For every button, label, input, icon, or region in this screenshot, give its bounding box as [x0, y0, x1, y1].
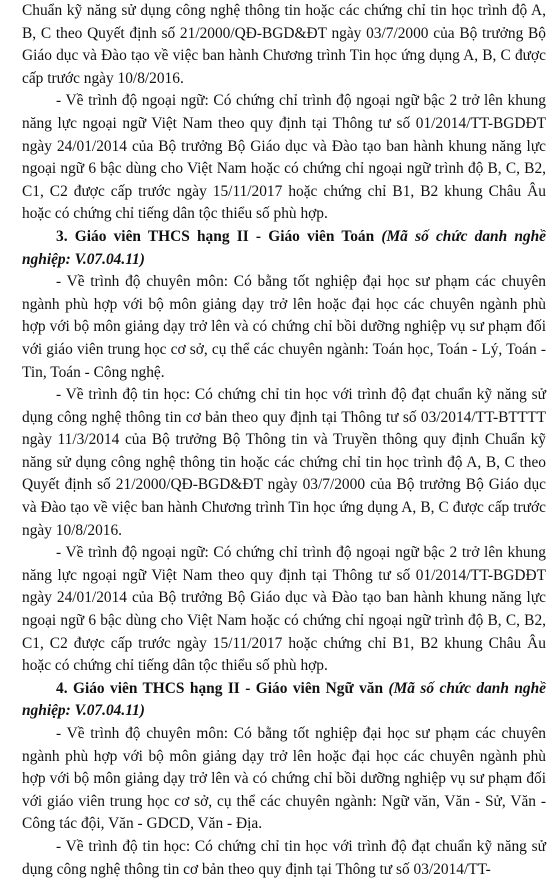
section-heading-code: (Mã số chức danh nghề nghiệp: V.07.04.11)	[22, 679, 546, 720]
paragraph-foreign-language: - Về trình độ ngoại ngữ: Có chứng chỉ trình độ ngoại ngữ bậc 2 trở lên khung năng lực ngoại ngữ Việt Nam theo quy định tại Thông tư số 01/2014/TT-BGDĐT ngày 24/01/2014 của Bộ trưởng Bộ Giáo dục và Đào tạo ban hành khung năng lực ngoại ngữ 6 bậc dùng cho Việt Nam hoặc có chứng chỉ ngoại ngữ trình độ B, C, B2, C1, C2 được cấp trước ngày 15/11/2017 hoặc chứng chỉ B1, B2 khung Châu Âu hoặc có chứng chỉ tiếng dân tộc thiểu số phù hợp.	[22, 92, 546, 223]
paragraph-informatics: - Về trình độ tin học: Có chứng chỉ tin học với trình độ đạt chuẩn kỹ năng sử dụng công nghệ thông tin cơ bản theo quy định tại Thông tư số 03/2014/TT-BTTTT ngày 11/3/2014 của Bộ trưởng Bộ Thông tin và Truyền thông quy định Chuẩn kỹ năng sử dụng công nghệ thông tin hoặc các chứng chỉ tin học trình độ A, B, C theo Quyết định số 21/2000/QĐ-BGD&ĐT ngày 03/7/2000 của Bộ trưởng Bộ Giáo dục và Đào tạo về việc ban hành Chương trình Tin học ứng dụng A, B, C được cấp trước ngày 10/8/2016.	[22, 386, 546, 539]
section-heading-literature-teacher	[22, 678, 546, 723]
document-page	[22, 0, 546, 881]
paragraph-foreign-language: - Về trình độ ngoại ngữ: Có chứng chỉ trình độ ngoại ngữ bậc 2 trở lên khung năng lực ngoại ngữ Việt Nam theo quy định tại Thông tư số 01/2014/TT-BGDĐT ngày 24/01/2014 của Bộ trưởng Bộ Giáo dục và Đào tạo ban hành khung năng lực ngoại ngữ 6 bậc dùng cho Việt Nam hoặc có chứng chỉ ngoại ngữ trình độ B, C, B2, C1, C2 được cấp trước ngày 15/11/2017 hoặc chứng chỉ B1, B2 khung Châu Âu hoặc có chứng chỉ tiếng dân tộc thiểu số phù hợp.	[22, 544, 546, 675]
paragraph-professional-qualification: - Về trình độ chuyên môn: Có bằng tốt nghiệp đại học sư phạm các chuyên ngành phù hợp với bộ môn giảng dạy trở lên hoặc đại học các chuyên ngành phù hợp với bộ môn giảng dạy trở lên và có chứng chỉ bồi dưỡng nghiệp vụ sư phạm đối với giáo viên trung học cơ sở, cụ thể các chuyên ngành: Toán học, Toán - Lý, Toán - Tin, Toán - Công nghệ.	[22, 273, 546, 381]
paragraph-informatics: - Về trình độ tin học: Có chứng chỉ tin học với trình độ đạt chuẩn kỹ năng sử dụng công nghệ thông tin cơ bản theo quy định tại Thông tư số 03/2014/TT-	[22, 837, 546, 878]
paragraph-professional-qualification: - Về trình độ chuyên môn: Có bằng tốt nghiệp đại học sư phạm các chuyên ngành phù hợp với bộ môn giảng dạy trở lên hoặc đại học các chuyên ngành phù hợp với bộ môn giảng dạy trở lên và có chứng chỉ bồi dưỡng nghiệp vụ sư phạm đối với giáo viên trung học cơ sở, cụ thể các chuyên ngành: Ngữ văn, Văn - Sử, Văn - Công tác đội, Văn - GDCD, Văn - Địa.	[22, 725, 546, 833]
section-heading-title: 3. Giáo viên THCS hạng II - Giáo viên Toán	[56, 227, 382, 245]
section-heading-title: 4. Giáo viên THCS hạng II - Giáo viên Ngữ văn	[56, 679, 389, 697]
section-heading-code: (Mã số chức danh nghề nghiệp: V.07.04.11)	[22, 227, 546, 268]
section-heading-math-teacher	[22, 226, 546, 271]
paragraph-informatics-continued: Chuẩn kỹ năng sử dụng công nghệ thông tin hoặc các chứng chỉ tin học trình độ A, B, C theo Quyết định số 21/2000/QĐ-BGD&ĐT ngày 03/7/2000 của Bộ trưởng Bộ Giáo dục và Đào tạo về việc ban hành Chương trình Tin học ứng dụng A, B, C được cấp trước ngày 10/8/2016.	[22, 2, 546, 87]
